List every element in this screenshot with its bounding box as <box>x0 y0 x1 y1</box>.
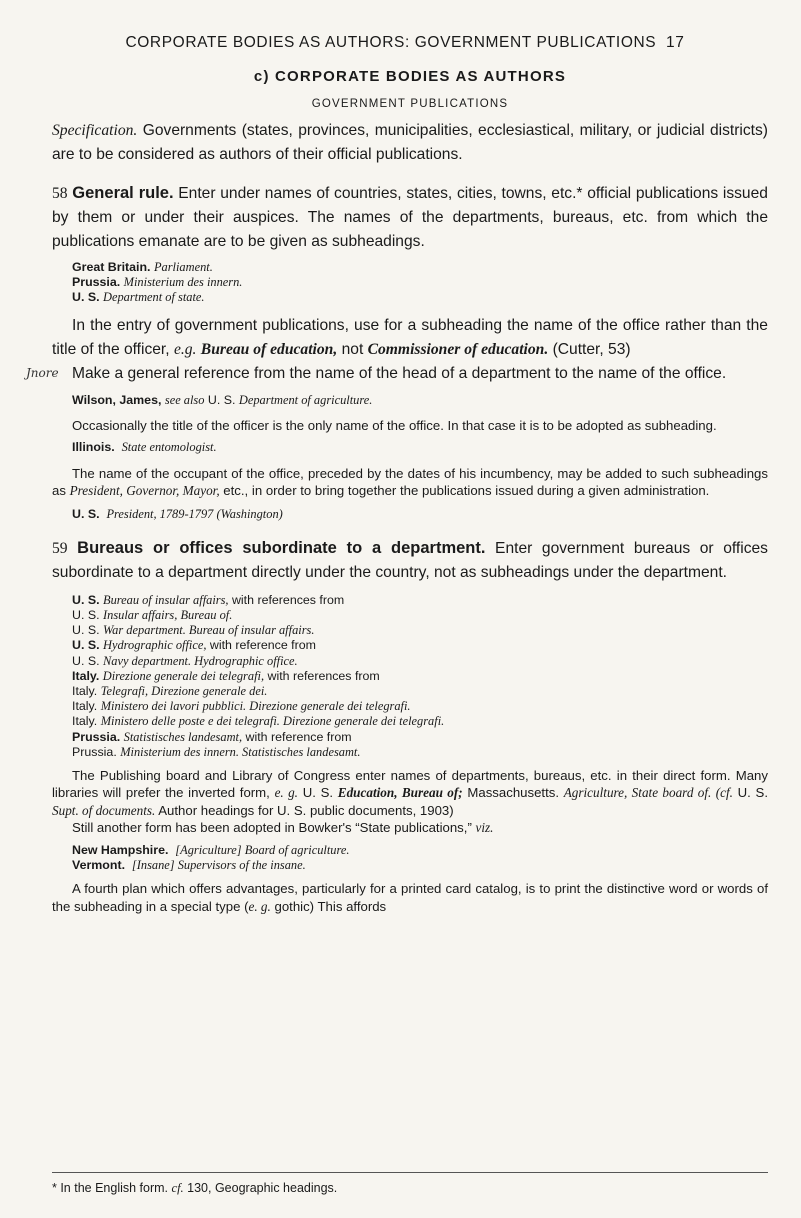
example-line: Italy. Telegrafi, Direzione generale dei. <box>72 683 268 698</box>
example-line: Italy. Direzione generale dei telegrafi, with references from <box>72 668 380 683</box>
rule-59-text: Enter government bureaus or offices subordinate to a department directly under the country, not as subheadings under the department. <box>52 539 768 581</box>
footnote: * In the English form. cf. 130, Geographic headings. <box>52 1172 768 1196</box>
rule-58-title: General rule. <box>72 184 174 202</box>
example-line: U. S. Insular affairs, Bureau of. <box>72 607 233 622</box>
specification-paragraph <box>52 119 768 167</box>
example-line: New Hampshire. [Agriculture] Board of agriculture. <box>72 842 350 857</box>
rule-59-examples <box>72 593 768 760</box>
rule-58-paragraph-5: The name of the occupant of the office, preceded by the dates of his incumbency, may be added to such subheadings as President, Governor, Mayor, etc., in order to bring together the publications issued during a given administration. <box>52 465 768 499</box>
example-line: U. S. War department. Bureau of insular affairs. <box>72 623 315 638</box>
rule-59-paragraph <box>52 536 768 585</box>
running-head <box>42 34 768 52</box>
illinois-example: Illinois. State entomologist. <box>72 440 217 455</box>
rule-58-paragraph <box>52 181 768 254</box>
section-subtitle: GOVERNMENT PUBLICATIONS <box>311 98 509 110</box>
example-line: Vermont. [Insane] Supervisors of the insane. <box>72 858 306 873</box>
example-line: U. S. Hydrographic office, with reference from <box>72 638 316 653</box>
example-line: Italy. Ministero dei lavori pubblici. Direzione generale dei telegrafi. <box>72 699 411 714</box>
us-president-example: U. S. President, 1789-1797 (Washington) <box>72 506 283 521</box>
rule-59-number: 59 <box>52 539 68 557</box>
example-line: Italy. Ministero delle poste e dei telegrafi. Direzione generale dei telegrafi. <box>72 714 445 729</box>
rule-58-text: Enter under names of countries, states, cities, towns, etc.* official publications issued by them or under their auspices. The names of the departments, bureaus, etc. from which the publications emanate are to be given as subheadings. <box>52 185 768 250</box>
example-line: Prussia. Ministerium des innern. <box>72 275 243 290</box>
example-line: U. S. Bureau of insular affairs, with references from <box>72 592 345 607</box>
rule-58-paragraph-2: In the entry of government publications, use for a subheading the name of the office rather than the title of the officer, e.g. Bureau of education, not Commissioner of education. (Cutter, 53) <box>52 316 768 358</box>
specification-label: Specification. <box>52 122 138 139</box>
running-head-title: CORPORATE BODIES AS AUTHORS: GOVERNMENT PUBLICATIONS <box>125 34 657 51</box>
wilson-example: Wilson, James, see also U. S. Department of agriculture. <box>72 392 373 407</box>
book-page <box>26 34 768 1195</box>
example-line: Great Britain. Parliament. <box>72 260 213 274</box>
example-line: U. S. Navy department. Hydrographic office. <box>72 653 298 668</box>
example-line: U. S. Department of state. <box>72 290 205 305</box>
rule-58-number: 58 <box>52 185 68 202</box>
rule-59-paragraph-2: The Publishing board and Library of Congress enter names of departments, bureaus, etc. in their direct form. Many libraries will prefer the inverted form, e. g. U. S. Education, Bureau of; Massachusetts. Agriculture, State board of. (cf. U. S. Supt. of documents. Author headings for U. S. public documents, 1903) <box>52 767 768 818</box>
rule-59-title: Bureaus or offices subordinate to a department. <box>77 538 486 557</box>
section-title: c) CORPORATE BODIES AS AUTHORS <box>253 68 567 85</box>
bowker-examples <box>72 843 768 873</box>
rule-58-paragraph-3: Jnore Make a general reference from the name of the head of a department to the name of the office. <box>52 362 768 386</box>
handwritten-margin-note: Jnore <box>26 365 59 380</box>
example-line: Prussia. Ministerium des innern. Statistisches landesamt. <box>72 744 361 759</box>
rule-58-paragraph-4: Occasionally the title of the officer is the only name of the office. In that case it is to be adopted as subheading. <box>72 417 717 433</box>
rule-59-paragraph-4: A fourth plan which offers advantages, particularly for a printed card catalog, is to print the distinctive word or words of the subheading in a special type (e. g. gothic) This affords <box>52 881 768 914</box>
example-line: Prussia. Statistisches landesamt, with reference from <box>72 729 352 744</box>
rule-59-paragraph-3: Still another form has been adopted in Bowker's “State publications,” viz. <box>72 820 494 836</box>
rule-58-examples <box>72 260 768 306</box>
page-number: 17 <box>666 34 685 51</box>
specification-text: Governments (states, provinces, municipalities, ecclesiastical, military, or judicial districts) are to be considered as authors of their official publications. <box>52 122 768 163</box>
